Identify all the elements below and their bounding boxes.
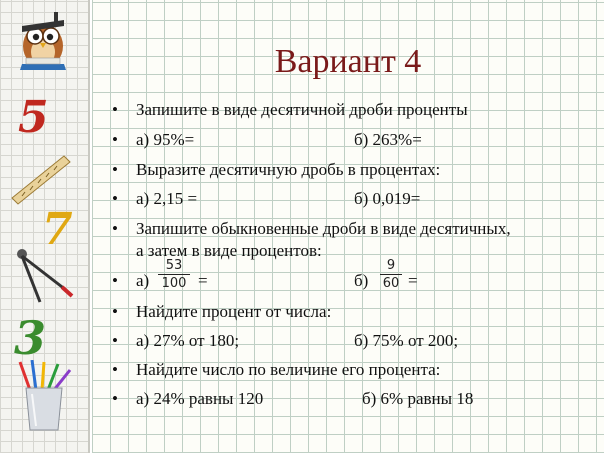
bullet-icon: •: [112, 189, 118, 208]
decorative-sidebar: [0, 0, 90, 453]
list-item: • а) 53 100 = б) 9 60 =: [112, 258, 418, 291]
ruler-icon: [6, 148, 74, 206]
bullet-icon: •: [112, 271, 118, 290]
slide: 5 7 3 Вариант 4 • Запишите в виде десятичной дроби проценты • а) 95%= б) 263%= • Выразите десятичную дробь в процентах: • а) 2,15 = б) 0,019= • Запишите обыкновенные дроби в виде десятичных, а затем в виде процентов: • а) 53 100 = б) 9 60 = • Найдите процент от числа: • а) 27% от 180; б) 75% от 200; • Найдите число по величине его процента: • а) 24% равны 120 б) 6% равны 18: [0, 0, 604, 453]
digit-5-icon: [14, 92, 54, 138]
bullet-icon: •: [112, 160, 118, 179]
digit-7-icon: [40, 204, 74, 250]
bullet-icon: •: [112, 389, 118, 408]
compass-icon: [10, 246, 76, 306]
pencil-cup-icon: [12, 360, 76, 432]
slide-title: Вариант 4: [274, 43, 422, 80]
fraction-b: 9 60: [380, 258, 402, 291]
bullet-icon: •: [112, 331, 118, 350]
bullet-icon: •: [112, 130, 118, 149]
owl-icon: [8, 6, 78, 72]
fraction-a: 53 100: [158, 258, 190, 291]
svg-text:5: 5: [18, 92, 49, 138]
digit-3-icon: [12, 312, 52, 360]
svg-text:3: 3: [14, 312, 47, 360]
svg-text:7: 7: [42, 204, 73, 250]
bullet-icon: •: [112, 219, 118, 238]
bullet-icon: •: [112, 100, 118, 119]
list-item: • Запишите обыкновенные дроби в виде десятичных, а затем в виде процентов:: [112, 219, 511, 260]
bullet-icon: •: [112, 360, 118, 379]
bullet-icon: •: [112, 302, 118, 321]
